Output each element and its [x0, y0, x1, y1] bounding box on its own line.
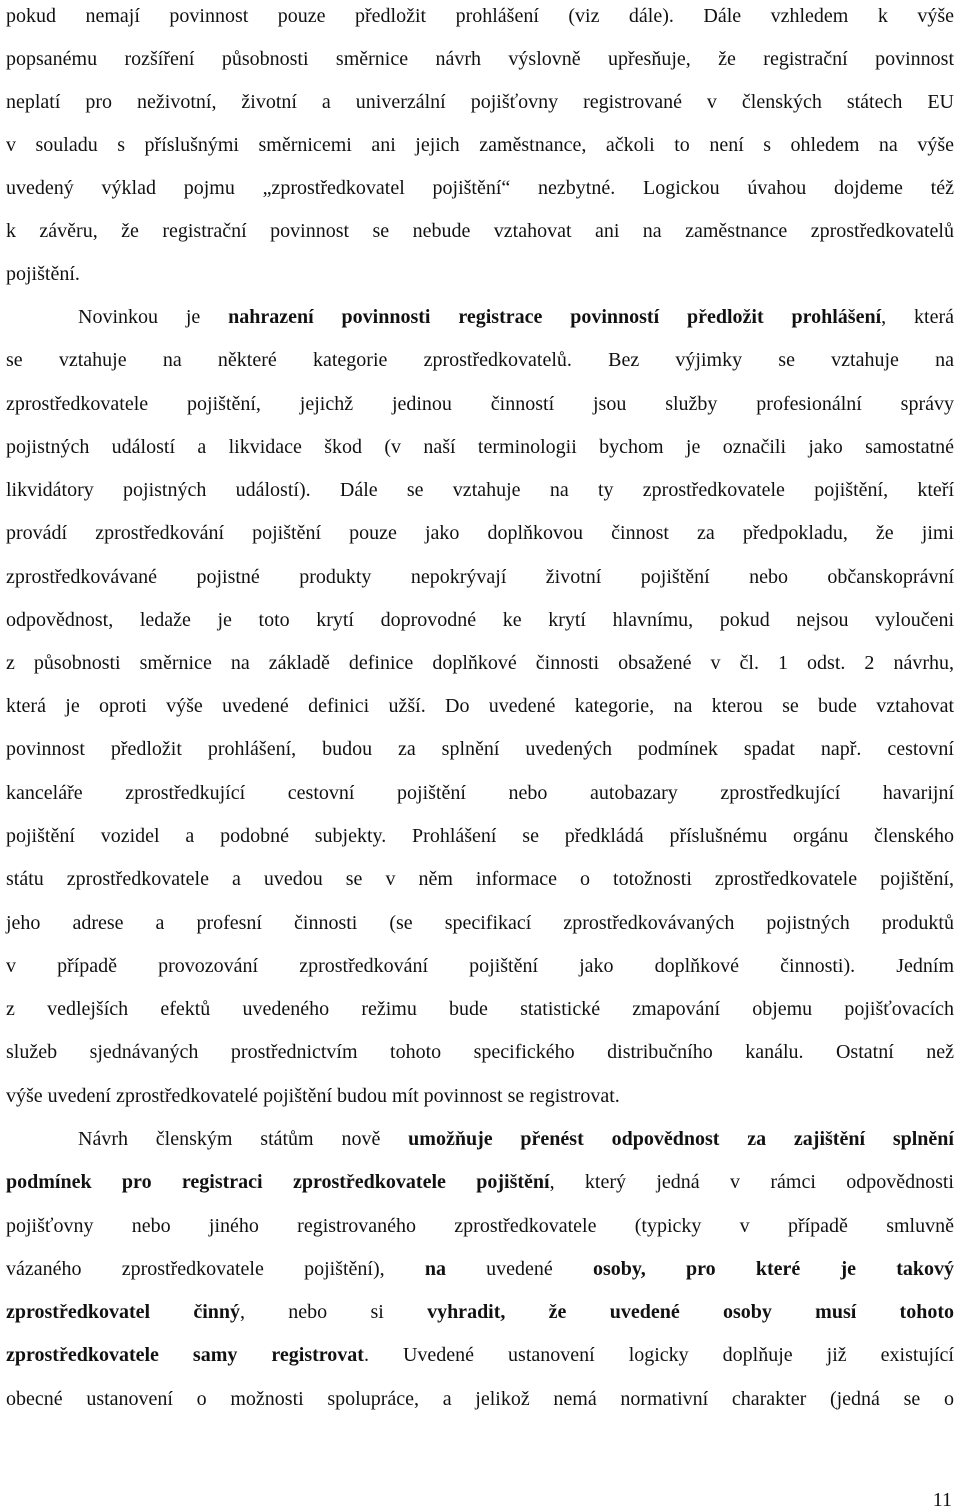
paragraph3-line6: [6, 1343, 954, 1367]
paragraph3-line2: [6, 1170, 954, 1194]
paragraph3-line1: [78, 1127, 954, 1151]
paragraph2-line5: likvidátory pojistných událostí). Dále se vztahuje na ty zprostředkovatele pojištění, kteří: [6, 479, 954, 501]
paragraph3-line5: [6, 1300, 954, 1324]
paragraph2-line13: pojištění vozidel a podobné subjekty. Prohlášení se předkládá příslušnému orgánu členského: [6, 825, 954, 847]
paragraph2-line11: povinnost předložit prohlášení, budou za splnění uvedených podmínek spadat např. cestovní: [6, 738, 954, 760]
paragraph1-line2: popsanému rozšíření působnosti směrnice návrh výslovně upřesňuje, že registrační povinnost: [6, 48, 954, 70]
paragraph3-emphasis: zprostředkovatel činný: [6, 1301, 241, 1323]
paragraph3-emphasis: zprostředkovatele samy registrovat: [6, 1344, 364, 1366]
paragraph2-line17: z vedlejších efektů uvedeného režimu bude statistické zmapování objemu pojišťovacích: [6, 998, 954, 1020]
paragraph2-line1: [78, 305, 954, 329]
paragraph3-emphasis: vyhradit, že uvedené osoby musí tohoto: [427, 1301, 955, 1323]
paragraph2-line4: pojistných událostí a likvidace škod (v naší terminologii bychom je označili jako samostatné: [6, 436, 954, 458]
paragraph2-line12: kanceláře zprostředkující cestovní pojištění nebo autobazary zprostředkující havarijní: [6, 782, 954, 804]
paragraph1-line4: v souladu s příslušnými směrnicemi ani jejich zaměstnance, ačkoli to není s ohledem na výše: [6, 134, 954, 156]
paragraph2-line6: provádí zprostředkování pojištění pouze jako doplňkovou činnost za předpokladu, že jimi: [6, 522, 954, 544]
paragraph2-line2: se vztahuje na některé kategorie zprostředkovatelů. Bez výjimky se vztahuje na: [6, 349, 954, 371]
paragraph2-line15: jeho adrese a profesní činnosti (se specifikací zprostředkovávaných pojistných produktů: [6, 912, 954, 934]
paragraph3-line7: obecné ustanovení o možnosti spolupráce, a jelikož nemá normativní charakter (jedná se o: [6, 1388, 954, 1410]
paragraph3-text: Návrh členským státům nově: [78, 1128, 409, 1150]
paragraph2-line18: služeb sjednávaných prostřednictvím tohoto specifického distribučního kanálu. Ostatní než: [6, 1041, 954, 1063]
paragraph3-text: vázaného zprostředkovatele pojištění),: [6, 1258, 425, 1280]
paragraph2-emphasis: nahrazení povinnosti registrace povinností předložit prohlášení: [228, 306, 882, 328]
paragraph3-line4: [6, 1257, 954, 1281]
paragraph2-line10: která je oproti výše uvedené definici užší. Do uvedené kategorie, na kterou se bude vztahovat: [6, 695, 954, 717]
paragraph1-line6: k závěru, že registrační povinnost se nebude vztahovat ani na zaměstnance zprostředkovatelů: [6, 220, 954, 242]
paragraph3-text: uvedené: [445, 1258, 593, 1280]
paragraph2-line8: odpovědnost, ledaže je toto krytí doprovodné ke krytí hlavnímu, pokud nejsou vyloučeni: [6, 609, 954, 631]
paragraph3-text: , nebo si: [240, 1301, 428, 1323]
paragraph2-line16: v případě provozování zprostředkování pojištění jako doplňkové činnosti). Jedním: [6, 955, 954, 977]
paragraph2-line7: zprostředkovávané pojistné produkty nepokrývají životní pojištění nebo občanskoprávní: [6, 566, 954, 588]
paragraph1-line3: neplatí pro neživotní, životní a univerzální pojišťovny registrované v členských státech EU: [6, 91, 954, 113]
paragraph2-line9: z působnosti směrnice na základě definice doplňkové činnosti obsažené v čl. 1 odst. 2 návrhu,: [6, 652, 954, 674]
page-number: 11: [932, 1489, 952, 1511]
paragraph1-line5: uvedený výklad pojmu „zprostředkovatel pojištění“ nezbytné. Logickou úvahou dojdeme též: [6, 177, 954, 199]
paragraph1-line7: pojištění.: [6, 263, 80, 285]
paragraph2-line14: státu zprostředkovatele a uvedou se v něm informace o totožnosti zprostředkovatele pojištění,: [6, 868, 954, 890]
paragraph3-emphasis: na: [424, 1258, 446, 1280]
paragraph2-line3: zprostředkovatele pojištění, jejichž jedinou činností jsou služby profesionální správy: [6, 393, 954, 415]
paragraph1-line1: pokud nemají povinnost pouze předložit prohlášení (viz dále). Dále vzhledem k výše: [6, 5, 954, 27]
paragraph3-text: , který jedná v rámci odpovědnosti: [549, 1171, 954, 1193]
paragraph3-emphasis: umožňuje přenést odpovědnost za zajištění splnění: [408, 1128, 954, 1150]
paragraph3-emphasis: osoby, pro které je takový: [593, 1258, 954, 1280]
paragraph3-emphasis: podmínek pro registraci zprostředkovatele pojištění: [6, 1171, 550, 1193]
paragraph3-text: . Uvedené ustanovení logicky doplňuje již existující: [363, 1344, 954, 1366]
paragraph3-line3: pojišťovny nebo jiného registrovaného zprostředkovatele (typicky v případě smluvně: [6, 1215, 954, 1237]
paragraph2-line19: výše uvedení zprostředkovatelé pojištění budou mít povinnost se registrovat.: [6, 1085, 620, 1107]
paragraph2-text: Novinkou je: [78, 306, 229, 328]
paragraph2-text: , která: [881, 306, 954, 328]
